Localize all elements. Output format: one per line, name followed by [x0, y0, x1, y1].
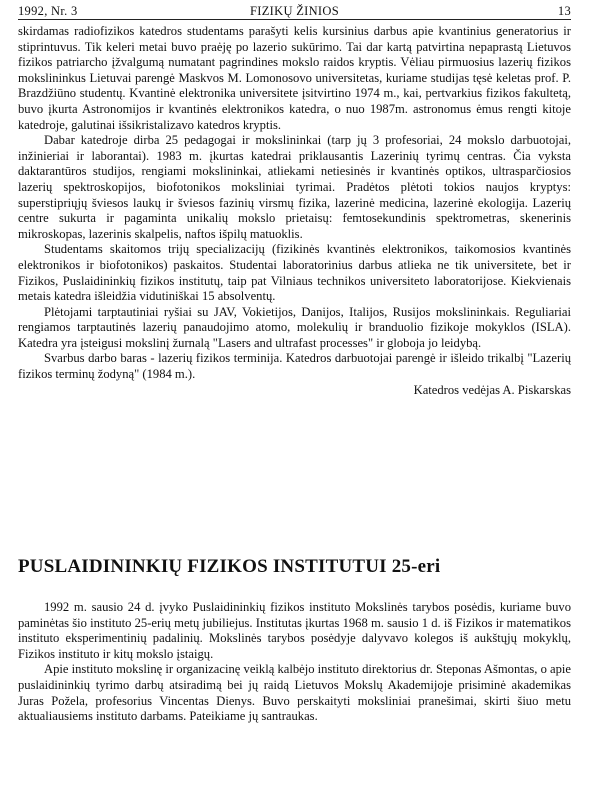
article1-paragraph-1: skirdamas radiofizikos katedros studentams parašyti kelis kursinius darbus apie kvantinius generatorius ir stiprintuvus. Tik keleri metai buvo praėję po lazerio sukūrimo. Tai dar kartą patvirtina nepaprastą Lietuvos fizikos patriarcho įžvalgumą numatant pagrindines mokslo raidos kryptis. Vėliau pirmuosius lazerių fizikos mokslininkus Lietuvai parengė Maskvos M. Lomonosovo universitetas, kuriame studijas tęsė keletas prof. P. Brazdžiūno studentų. Kvantinė elektronika universitete įsitvirtino 1974 m., kai, pertvarkius fizikos fakultetą, buvo įkurta Astronomijos ir kvantinės elektronikos katedra, o nuo 1987m. astronomus ėmus rengti kitoje katedroje, galutinai išsikristalizavo katedros kryptis.: [18, 24, 571, 132]
issue-label: 1992, Nr. 3: [18, 4, 78, 18]
article1-paragraph-4: Plėtojami tarptautiniai ryšiai su JAV, Vokietijos, Danijos, Italijos, Rusijos mokslininkais. Reguliariai rengiamos tarptautinės lazerių panaudojimo atomo, molekulių ir branduolio fizikoje mokyklos (ISLA). Katedra yra įsteigusi mokslinį žurnalą "Lasers and ultrafast processes" ir globoja jo leidybą.: [18, 304, 571, 350]
page-header: [18, 4, 571, 20]
article2-paragraph-1: 1992 m. sausio 24 d. įvyko Puslaidininkių fizikos instituto Mokslinės tarybos posėdis, kuriame buvo paminėtas šio instituto 25-erių metų jubiliejus. Institutas įkurtas 1968 m. sausio 1 d. iš Fizikos ir matematikos instituto eksperimentinių padalinių. Mokslinės tarybos posėdyje dalyvavo kolegos iš aukštųjų mokyklų, Fizikos instituto ir kitų mokslo įstaigų.: [18, 600, 571, 661]
page-number: 13: [557, 4, 571, 18]
article-laser-department: [18, 24, 571, 398]
article2-paragraph-2: Apie instituto mokslinę ir organizacinę veiklą kalbėjo instituto direktorius dr. Steponas Ašmontas, o apie puslaidininkių tyrimo darbų atsiradimą bei jų raidą Lietuvos Mokslų Akademijoje prisiminė akademikas Juras Požela, profesorius Vincentas Dienys. Buvo perskaityti moksliniai pranešimai, skirti šiuo metu aktualiausiems instituto darbams. Pateikiame jų santraukas.: [18, 662, 571, 724]
article-semiconductor-institute: [18, 600, 571, 725]
journal-title: FIZIKŲ ŽINIOS: [250, 4, 339, 18]
article1-paragraph-3: Studentams skaitomos trijų specializacijų (fizikinės kvantinės elektronikos, taikomosios kvantinės elektronikos ir biofotonikos) paskaitos. Studentai laboratorinius darbus atlieka ne tik universitete, bet ir Fizikos, Puslaidininkių fizikos institutų, taip pat Vilniaus technikos universiteto laboratorijose. Kiekvienais metais katedra išleidžia vidutiniškai 15 absolventų.: [18, 242, 571, 304]
article2-title: PUSLAIDININKIŲ FIZIKOS INSTITUTUI 25-eri: [18, 556, 441, 577]
article1-signature: Katedros vedėjas A. Piskarskas: [413, 382, 571, 397]
article1-paragraph-5: Svarbus darbo baras - lazerių fizikos terminija. Katedros darbuotojai parengė ir išleido trikalbį "Lazerių fizikos terminų žodyną" (1984 m.).: [18, 351, 571, 382]
article1-paragraph-2: Dabar katedroje dirba 25 pedagogai ir mokslininkai (tarp jų 3 profesoriai, 24 mokslo darbuotojai, inžinieriai ir laborantai). 1983 m. įkurtas katedrai priklausantis Lazerinių tyrimų centras. Čia vyksta daktarantūros studijos, rengiami mokslininkai, atliekami netiesinės ir kvantinės optikos, ultrasparčiosios lazerių spektroskopijos, biofotonikos moksliniai tyrimai. Pradėtos plėtoti tokios naujos kryptys: superstipriųjų šviesos laukų ir šviesos fazinių virsmų fizika, lazerinė medicina, lazerinė ekologija. Lazerių centre sukurta ir pagaminta unikalių mokslo prietaisų: femtosekundinis spektrometras, skenerinis mikroskopas, lazerinis skalpelis, naftos išpilų matuoklis.: [18, 133, 571, 241]
header-divider: [18, 19, 571, 20]
